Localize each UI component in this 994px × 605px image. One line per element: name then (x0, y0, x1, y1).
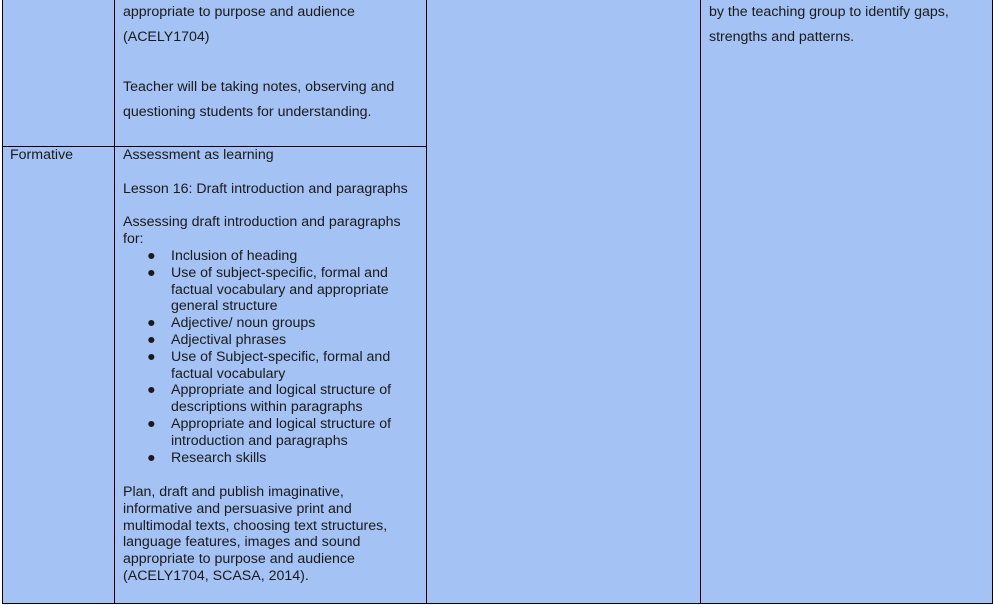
row1-col2-text-b (123, 75, 394, 125)
row2-label: Formative (10, 147, 74, 163)
row2-col1-cell (2, 146, 115, 604)
list-item-text: Adjective/ noun groups (171, 315, 316, 332)
list-item (147, 450, 391, 467)
criteria-list (147, 248, 391, 466)
list-item (147, 416, 391, 450)
text-line: strengths and patterns. (709, 29, 855, 45)
col4-cell (700, 0, 993, 604)
text-line: by the teaching group to identify gaps, (709, 4, 949, 20)
list-item-text: Use of subject-specific, formal and factual vocabulary and appropriate general structure (171, 264, 389, 315)
bullet-icon: ● (147, 382, 156, 399)
list-item-text: Appropriate and logical structure of descriptions within paragraphs (171, 382, 392, 416)
list-item-text: Use of Subject-specific, formal and factual vocabulary (171, 348, 391, 382)
list-item-text: Research skills (171, 449, 267, 466)
text-line: Teacher will be taking notes, observing and (123, 79, 395, 95)
list-item (147, 382, 391, 416)
bullet-icon: ● (147, 264, 156, 281)
list-item (147, 265, 391, 315)
row1-col1-cell (2, 0, 115, 147)
text-line: questioning students for understanding. (123, 104, 372, 120)
list-item (147, 349, 391, 383)
lesson-title: Lesson 16: Draft introduction and paragraphs (123, 181, 408, 197)
text-line: language features, images and sound (123, 534, 361, 551)
assessing-intro (123, 214, 401, 248)
list-item (147, 332, 391, 349)
row1-col4-text (709, 0, 949, 50)
text-line: multimodal texts, choosing text structures, (123, 517, 388, 534)
text-line: for: (123, 230, 144, 247)
text-line: Assessing draft introduction and paragraphs (123, 214, 401, 230)
text-line: Plan, draft and publish imaginative, (123, 484, 344, 500)
text-line: (ACELY1704, SCASA, 2014). (123, 567, 309, 584)
bullet-icon: ● (147, 331, 156, 348)
list-item (147, 315, 391, 332)
assessment-heading: Assessment as learning (123, 147, 274, 163)
list-item-text: Appropriate and logical structure of introduction and paragraphs (171, 415, 392, 449)
row1-col2-text-a (123, 0, 355, 50)
list-item-text: Inclusion of heading (171, 248, 298, 264)
bullet-icon: ● (147, 315, 156, 332)
bullet-icon: ● (147, 248, 156, 264)
text-line: appropriate to purpose and audience (123, 551, 355, 568)
list-item-text: Adjectival phrases (171, 331, 287, 348)
text-line: appropriate to purpose and audience (123, 4, 355, 20)
bullet-icon: ● (147, 449, 156, 466)
bullet-icon: ● (147, 415, 156, 432)
list-item (147, 248, 391, 265)
text-line: (ACELY1704) (123, 29, 210, 45)
text-line: informative and persuasive print and (123, 500, 352, 517)
col3-cell (426, 0, 701, 604)
curriculum-outcome (123, 484, 387, 585)
bullet-icon: ● (147, 348, 156, 365)
